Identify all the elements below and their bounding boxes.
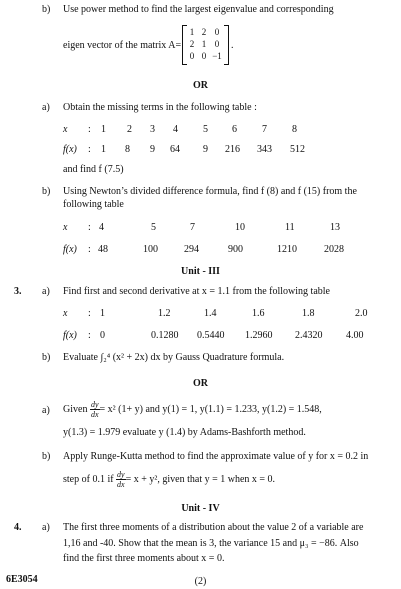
- table-cell: 10: [235, 222, 245, 233]
- question-label: a): [42, 522, 50, 533]
- table-sep: :: [88, 144, 91, 155]
- table-cell: 5: [151, 222, 156, 233]
- question-text: and find f (7.5): [63, 164, 124, 175]
- table-cell: 8: [292, 124, 297, 135]
- table-cell: 0.5440: [197, 330, 225, 341]
- question-label: b): [42, 186, 51, 197]
- or-divider: OR: [193, 80, 208, 91]
- evaluate-word: Evaluate: [63, 352, 98, 363]
- table-cell: 100: [143, 244, 158, 255]
- step-text: step of 0.1 if: [63, 473, 114, 485]
- table-cell: 1.6: [252, 308, 265, 319]
- question-text: The first three moments of a distribution about the value 2 of a variable are: [63, 522, 364, 533]
- table-cell: 1: [101, 124, 106, 135]
- method-text: by Gauss Quadrature formula.: [163, 352, 285, 363]
- table-cell: 8: [125, 144, 130, 155]
- question-text: [63, 352, 284, 365]
- matrix-cell: 2: [189, 39, 195, 49]
- page-number: (2): [194, 576, 207, 587]
- paper-code: 6E3054: [6, 574, 38, 585]
- table-x-label: x: [63, 222, 68, 233]
- matrix-bracket-right: [224, 25, 229, 65]
- matrix: [186, 26, 224, 62]
- question-number: 3.: [14, 286, 22, 297]
- table-cell: 900: [228, 244, 243, 255]
- table-cell: 9: [203, 144, 208, 155]
- table-fx-label: f(x): [63, 144, 77, 155]
- table-cell: 4: [173, 124, 178, 135]
- table-x-label: x: [63, 308, 68, 319]
- table-cell: 3: [150, 124, 155, 135]
- table-sep: :: [88, 124, 91, 135]
- table-cell: 2.0: [355, 308, 368, 319]
- matrix-cell: 2: [201, 27, 207, 37]
- question-label: a): [42, 102, 50, 113]
- question-label: a): [42, 286, 50, 297]
- question-text: Using Newton’s divided difference formula, find f (8) and f (15) from the following table: [63, 186, 357, 210]
- table-cell: 1.8: [302, 308, 315, 319]
- given-word: Given: [63, 403, 88, 415]
- table-cell: 0.1280: [151, 330, 179, 341]
- table-cell: 2: [127, 124, 132, 135]
- table-sep: :: [88, 244, 91, 255]
- or-divider: OR: [193, 378, 208, 389]
- table-cell: 9: [150, 144, 155, 155]
- table-cell: 1.4: [204, 308, 217, 319]
- matrix-cell: 0: [214, 39, 220, 49]
- table-cell: 7: [262, 124, 267, 135]
- table-cell: 13: [330, 222, 340, 233]
- question-text: 1,16 and -40. Show that the mean is 3, the variance 15 and μ₃ = −86. Also: [63, 538, 359, 549]
- table-cell: 512: [290, 144, 305, 155]
- question-label: b): [42, 451, 51, 462]
- table-cell: 48: [98, 244, 108, 255]
- table-cell: 5: [203, 124, 208, 135]
- question-text: Find first and second derivative at x = 1.1 from the following table: [63, 286, 330, 297]
- table-cell: 216: [225, 144, 240, 155]
- table-cell: 1210: [277, 244, 297, 255]
- equation-text: = x² (1+ y) and y(1) = 1, y(1.1) = 1.233, y(1.2) = 1.548,: [99, 403, 322, 415]
- question-label: b): [42, 352, 51, 363]
- fraction-numerator: dy: [117, 470, 125, 479]
- question-text: Use power method to find the largest eigenvalue and corresponding: [63, 4, 334, 15]
- table-cell: 1.2: [158, 308, 171, 319]
- table-cell: 1: [101, 144, 106, 155]
- question-text: y(1.3) = 1.979 evaluate y (1.4) by Adams-Bashforth method.: [63, 427, 306, 438]
- question-text: find the first three moments about x = 0.: [63, 553, 225, 564]
- question-label: b): [42, 4, 51, 15]
- table-cell: 343: [257, 144, 272, 155]
- table-fx-label: f(x): [63, 330, 77, 341]
- table-sep: :: [88, 330, 91, 341]
- unit-heading: Unit - IV: [181, 503, 220, 514]
- matrix-cell: 0: [189, 51, 195, 61]
- table-sep: :: [88, 308, 91, 319]
- table-cell: 11: [285, 222, 295, 233]
- unit-heading: Unit - III: [181, 266, 220, 277]
- matrix-cell: 0: [214, 27, 220, 37]
- question-text: Obtain the missing terms in the following table :: [63, 102, 257, 113]
- question-text: [63, 470, 275, 489]
- equation-text: = x + y², given that y = 1 when x = 0.: [125, 473, 276, 485]
- derivative-fraction: [90, 400, 100, 419]
- table-cell: 1.2960: [245, 330, 273, 341]
- question-number: 4.: [14, 522, 22, 533]
- matrix-cell: 1: [189, 27, 195, 37]
- question-text: [63, 400, 322, 419]
- fraction-numerator: dy: [90, 400, 99, 409]
- table-cell: 7: [190, 222, 195, 233]
- table-cell: 294: [184, 244, 199, 255]
- matrix-cell: 1: [201, 39, 207, 49]
- table-cell: 4.00: [346, 330, 364, 341]
- question-text: Apply Runge-Kutta method to find the approximate value of y for x = 0.2 in: [63, 451, 369, 462]
- table-sep: :: [88, 222, 91, 233]
- question-text: eigen vector of the matrix A=: [63, 40, 182, 51]
- table-cell: 1: [100, 308, 105, 319]
- table-cell: 4: [99, 222, 104, 233]
- table-cell: 0: [100, 330, 105, 341]
- integral-expression: ∫₂⁴ (x² + 2x) dx: [100, 352, 161, 363]
- matrix-cell: 0: [201, 51, 207, 61]
- question-label: a): [42, 405, 50, 416]
- table-cell: 6: [232, 124, 237, 135]
- punctuation: .: [231, 40, 234, 51]
- table-fx-label: f(x): [63, 244, 77, 255]
- matrix-cell: −1: [212, 51, 222, 61]
- derivative-fraction: [116, 470, 126, 489]
- table-cell: 64: [170, 144, 180, 155]
- fraction-denominator: dx: [117, 480, 125, 489]
- table-cell: 2028: [324, 244, 344, 255]
- table-cell: 2.4320: [295, 330, 323, 341]
- fraction-denominator: dx: [90, 410, 99, 419]
- table-x-label: x: [63, 124, 68, 135]
